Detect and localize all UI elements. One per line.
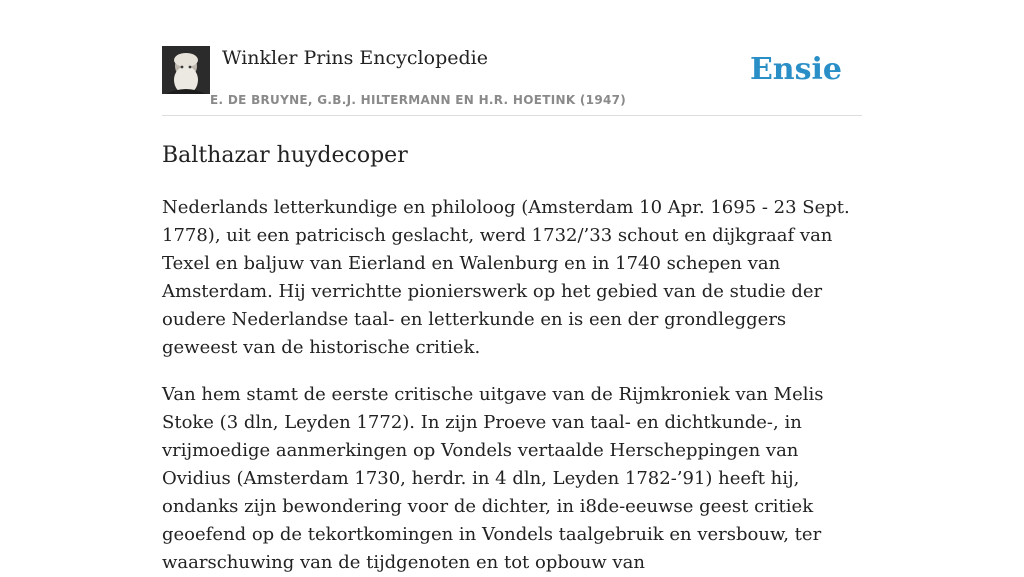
header	[162, 46, 862, 116]
authors-byline: E. DE BRUYNE, G.B.J. HILTERMANN EN H.R. HOETINK (1947)	[210, 93, 627, 107]
article-title: Balthazar huydecoper	[162, 143, 408, 168]
site-title[interactable]: Winkler Prins Encyclopedie	[222, 47, 488, 69]
author-avatar[interactable]	[162, 46, 210, 94]
article-paragraph: Van hem stamt de eerste critische uitgave van de Rijmkroniek van Melis Stoke (3 dln, Leyden 1772). In zijn Proeve van taal- en dichtkunde-, in vrijmoedige aanmerkingen op Vondels vertaalde Herscheppingen van Ovidius (Amsterdam 1730, herdr. in 4 dln, Leyden 1782-’91) heeft hij, ondanks zijn bewondering voor de dichter, in i8de-eeuwse geest critiek geoefend op de tekortkomingen in Vondels taalgebruik en versbouw, ter waarschuwing van de tijdgenoten en tot opbouw van	[162, 384, 824, 573]
article-paragraph: Nederlands letterkundige en philoloog (Amsterdam 10 Apr. 1695 - 23 Sept. 1778), uit een patricisch geslacht, werd 1732/’33 schout en dijkgraaf van Texel en baljuw van Eierland en Walenburg en in 1740 schepen van Amsterdam. Hij verrichtte pionierswerk op het gebied van de studie der oudere Nederlandse taal- en letterkunde en is een der grondleggers geweest van de historische critiek.	[162, 197, 850, 358]
page	[162, 0, 862, 577]
brand-logo-link[interactable]: Ensie	[749, 52, 842, 87]
